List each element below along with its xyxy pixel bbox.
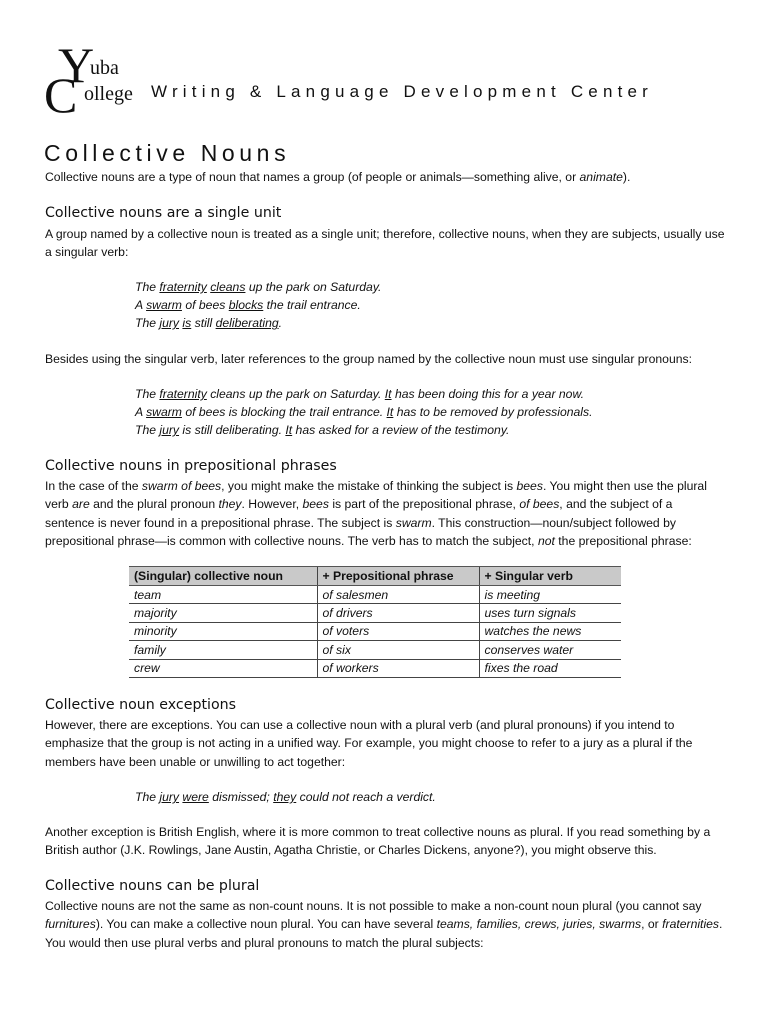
intro-paragraph: Collective nouns are a type of noun that names a group (of people or animals—something alive, or animate). bbox=[45, 170, 631, 184]
table-row bbox=[129, 604, 621, 622]
center-name: Writing & Language Development Center bbox=[151, 82, 654, 101]
prepositional-paragraph: In the case of the swarm of bees, you might make the mistake of thinking the subject is bees. You might then use the plural verb are and the plural pronoun they. However, bees is part of the prepositional phrase, of bees, and the subject of a sentence is never found in a prepositional phrase. The subject is swarm. This construction—noun/subject followed by prepositional phrase—is common with collective nouns. The verb has to match the subject, not the prepositional phrase: bbox=[45, 479, 707, 548]
section-heading-prepositional: Collective nouns in prepositional phrases bbox=[45, 458, 337, 474]
logo-text-ollege: ollege bbox=[84, 83, 133, 105]
singular-pronoun-paragraph: Besides using the singular verb, later references to the group named by the collective noun must use singular pronouns: bbox=[45, 352, 692, 366]
logo-letter-c: C bbox=[44, 67, 78, 123]
table-cell: of salesmen bbox=[317, 586, 479, 604]
table-cell: watches the news bbox=[479, 622, 621, 640]
table-row bbox=[129, 622, 621, 640]
table-cell: majority bbox=[129, 604, 317, 622]
table-cell: of workers bbox=[317, 659, 479, 677]
table-header-row bbox=[129, 567, 621, 586]
plural-verb-example bbox=[135, 788, 735, 806]
table-row bbox=[129, 659, 621, 677]
example-sentence: The jury is still deliberating. It has asked for a review of the testimony. bbox=[135, 423, 510, 438]
exceptions-paragraph: However, there are exceptions. You can use a collective noun with a plural verb (and plural pronouns) if you intend to emphasize that the group is not acting in a unified way. For example, you might choose to refer to a jury as a plural if the members have been unable or unwilling to act together: bbox=[45, 718, 693, 769]
table-row bbox=[129, 586, 621, 604]
collective-noun-table bbox=[129, 566, 621, 678]
page-title: Collective Nouns bbox=[44, 140, 291, 166]
plural-paragraph: Collective nouns are not the same as non-count nouns. It is not possible to make a non-count noun plural (you cannot say furnitures). You can make a collective noun plural. You can have several teams, families, crews, juries, swarms, or fraternities. You would then use plural verbs and plural pronouns to match the plural subjects: bbox=[45, 899, 723, 950]
example-sentence: A swarm of bees blocks the trail entrance. bbox=[135, 298, 361, 313]
example-sentence: The fraternity cleans up the park on Saturday. bbox=[135, 280, 382, 294]
logo-letter-y: Y bbox=[58, 37, 95, 93]
logo-text-uba: uba bbox=[90, 57, 119, 79]
table-row bbox=[129, 641, 621, 659]
section-heading-exceptions: Collective noun exceptions bbox=[45, 697, 237, 713]
table-cell: family bbox=[129, 641, 317, 659]
column-header: (Singular) collective noun bbox=[129, 567, 317, 586]
example-sentence: A swarm of bees is blocking the trail entrance. It has to be removed by professionals. bbox=[135, 405, 593, 420]
table-cell: of voters bbox=[317, 622, 479, 640]
section-heading-single-unit: Collective nouns are a single unit bbox=[45, 205, 282, 221]
table-cell: uses turn signals bbox=[479, 604, 621, 622]
table-cell: of six bbox=[317, 641, 479, 659]
table-cell: crew bbox=[129, 659, 317, 677]
table-cell: fixes the road bbox=[479, 659, 621, 677]
section-heading-plural: Collective nouns can be plural bbox=[45, 878, 260, 894]
table-cell: is meeting bbox=[479, 586, 621, 604]
singular-pronoun-examples bbox=[135, 385, 735, 440]
column-header: + Prepositional phrase bbox=[317, 567, 479, 586]
example-sentence: The fraternity cleans up the park on Saturday. It has been doing this for a year now. bbox=[135, 387, 584, 401]
example-sentence: The jury is still deliberating. bbox=[135, 316, 283, 331]
table-cell: team bbox=[129, 586, 317, 604]
british-english-paragraph: Another exception is British English, where it is more common to treat collective nouns as plural. If you read something by a British author (J.K. Rowlings, Jane Austin, Agatha Christie, or Charles Dickens, anyone?), you might observe this. bbox=[45, 825, 711, 858]
column-header: + Singular verb bbox=[479, 567, 621, 586]
yuba-college-logo bbox=[44, 37, 144, 123]
table-cell: minority bbox=[129, 622, 317, 640]
example-sentence: The jury were dismissed; they could not reach a verdict. bbox=[135, 790, 436, 804]
single-unit-paragraph: A group named by a collective noun is treated as a single unit; therefore, collective nouns, when they are subjects, usually use a singular verb: bbox=[45, 227, 725, 260]
table-cell: of drivers bbox=[317, 604, 479, 622]
singular-verb-examples bbox=[135, 278, 735, 333]
table-cell: conserves water bbox=[479, 641, 621, 659]
